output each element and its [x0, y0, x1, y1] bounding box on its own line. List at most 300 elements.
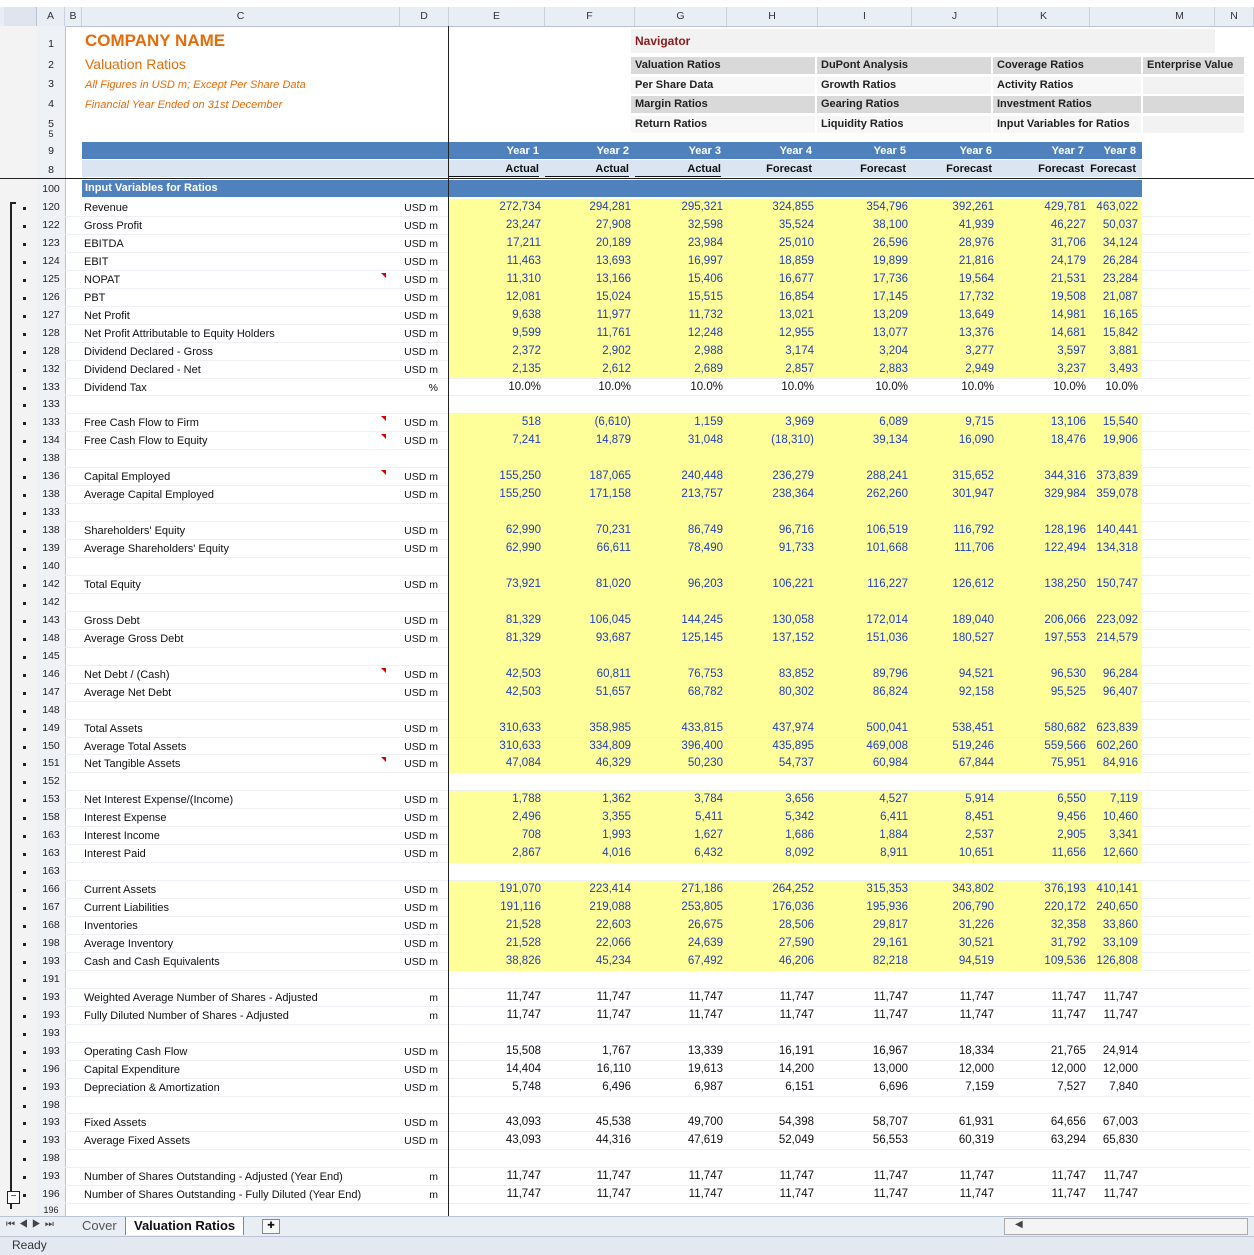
value-cell[interactable]: 14,200 — [778, 1062, 814, 1075]
value-cell[interactable]: 11,747 — [959, 1008, 994, 1021]
value-cell[interactable] — [545, 1025, 635, 1043]
row-num[interactable]: 193 — [42, 954, 60, 967]
value-cell[interactable]: 68,782 — [635, 684, 727, 702]
value-cell[interactable]: 17,736 — [818, 271, 912, 289]
row-unit[interactable]: USD m — [404, 740, 438, 753]
value-cell[interactable]: 14,681 — [998, 325, 1090, 343]
value-cell[interactable] — [449, 648, 545, 666]
value-cell[interactable] — [545, 971, 635, 989]
value-cell[interactable] — [545, 702, 635, 720]
row-num[interactable]: 127 — [42, 308, 60, 321]
value-cell[interactable] — [1090, 773, 1142, 791]
column-header[interactable]: A — [37, 7, 65, 26]
row-label[interactable]: Current Liabilities — [84, 902, 169, 915]
value-cell[interactable]: 101,668 — [818, 540, 912, 558]
value-cell[interactable] — [449, 702, 545, 720]
row-unit[interactable]: m — [429, 1009, 438, 1022]
value-cell[interactable]: 109,536 — [998, 953, 1090, 971]
value-cell[interactable] — [912, 773, 998, 791]
value-cell[interactable]: 12,000 — [1102, 1062, 1138, 1075]
value-cell[interactable] — [449, 971, 545, 989]
value-cell[interactable]: 81,329 — [449, 612, 545, 630]
value-cell[interactable]: 96,530 — [998, 666, 1090, 684]
value-cell[interactable]: 47,619 — [687, 1134, 723, 1147]
value-cell[interactable]: 7,159 — [965, 1080, 994, 1093]
row-label[interactable]: Cash and Cash Equivalents — [84, 955, 220, 968]
row-unit[interactable]: USD m — [404, 345, 438, 358]
value-cell[interactable] — [727, 1150, 818, 1168]
value-cell[interactable] — [912, 1025, 998, 1043]
value-cell[interactable]: 3,881 — [1090, 343, 1142, 361]
row-label[interactable]: PBT — [84, 291, 106, 304]
value-cell[interactable]: 16,191 — [778, 1044, 814, 1057]
row-label[interactable]: Interest Income — [84, 830, 160, 843]
value-cell[interactable]: 151,036 — [818, 630, 912, 648]
nav-link[interactable]: Valuation Ratios — [631, 57, 815, 74]
value-cell[interactable]: 111,706 — [912, 540, 998, 558]
row-unit[interactable]: m — [429, 1189, 438, 1202]
row-unit[interactable]: USD m — [404, 1045, 438, 1058]
value-cell[interactable] — [1090, 396, 1142, 414]
value-cell[interactable] — [818, 971, 912, 989]
value-cell[interactable]: 14,981 — [998, 307, 1090, 325]
value-cell[interactable]: 15,024 — [545, 289, 635, 307]
value-cell[interactable] — [449, 1025, 545, 1043]
value-cell[interactable]: 3,656 — [727, 791, 818, 809]
value-cell[interactable]: 294,281 — [545, 199, 635, 217]
value-cell[interactable]: 50,037 — [1090, 217, 1142, 235]
value-cell[interactable]: 44,316 — [595, 1134, 631, 1147]
value-cell[interactable]: 518 — [449, 414, 545, 432]
comment-indicator-icon[interactable] — [381, 668, 386, 673]
value-cell[interactable]: 130,058 — [727, 612, 818, 630]
value-cell[interactable]: 176,036 — [727, 899, 818, 917]
value-cell[interactable]: 2,867 — [449, 845, 545, 863]
row-num[interactable]: 148 — [42, 703, 60, 716]
value-cell[interactable]: 38,100 — [818, 217, 912, 235]
value-cell[interactable]: 9,638 — [449, 307, 545, 325]
value-cell[interactable]: 31,706 — [998, 235, 1090, 253]
row-label[interactable]: Net Tangible Assets — [84, 758, 181, 771]
value-cell[interactable]: 11,747 — [1051, 1188, 1086, 1201]
column-header[interactable]: K — [998, 7, 1090, 26]
value-cell[interactable]: 1,686 — [727, 827, 818, 845]
value-cell[interactable]: 6,411 — [818, 809, 912, 827]
value-cell[interactable]: 42,503 — [449, 684, 545, 702]
row-num[interactable]: 128 — [42, 344, 60, 357]
row-num[interactable]: 132 — [42, 362, 60, 375]
row-label[interactable]: Shareholders' Equity — [84, 525, 186, 538]
value-cell[interactable]: 11,747 — [779, 1170, 814, 1183]
value-cell[interactable]: 13,376 — [912, 325, 998, 343]
value-cell[interactable]: 126,612 — [912, 576, 998, 594]
value-cell[interactable]: 64,656 — [1050, 1116, 1086, 1129]
value-cell[interactable] — [545, 504, 635, 522]
value-cell[interactable]: 26,284 — [1090, 253, 1142, 271]
value-cell[interactable]: 2,496 — [449, 809, 545, 827]
value-cell[interactable]: 13,166 — [545, 271, 635, 289]
value-cell[interactable]: 138,250 — [998, 576, 1090, 594]
row-unit[interactable]: % — [428, 381, 438, 394]
value-cell[interactable]: 96,407 — [1090, 684, 1142, 702]
value-cell[interactable]: 134,318 — [1090, 540, 1142, 558]
value-cell[interactable]: 623,839 — [1090, 720, 1142, 738]
value-cell[interactable]: 288,241 — [818, 468, 912, 486]
value-cell[interactable]: 206,066 — [998, 612, 1090, 630]
row-unit[interactable]: USD m — [404, 1117, 438, 1130]
row-label[interactable]: Weighted Average Number of Shares - Adjusted — [84, 991, 318, 1004]
value-cell[interactable]: 1,993 — [545, 827, 635, 845]
value-cell[interactable]: 26,675 — [635, 917, 727, 935]
value-cell[interactable]: 11,747 — [506, 1008, 541, 1021]
row-num[interactable]: 136 — [42, 470, 60, 483]
insert-sheet-icon[interactable]: ✚ — [262, 1219, 280, 1234]
value-cell[interactable] — [912, 504, 998, 522]
column-header[interactable]: C — [82, 7, 400, 26]
row-unit[interactable]: USD m — [404, 1135, 438, 1148]
nav-link[interactable]: Coverage Ratios — [993, 57, 1141, 74]
value-cell[interactable]: 82,218 — [818, 953, 912, 971]
value-cell[interactable] — [912, 396, 998, 414]
row-num[interactable]: 138 — [42, 524, 60, 537]
select-all-corner[interactable] — [4, 7, 37, 26]
value-cell[interactable]: 16,165 — [1090, 307, 1142, 325]
value-cell[interactable] — [635, 1150, 727, 1168]
value-cell[interactable]: 25,010 — [727, 235, 818, 253]
value-cell[interactable]: 45,234 — [545, 953, 635, 971]
value-cell[interactable]: 63,294 — [1050, 1134, 1086, 1147]
value-cell[interactable]: 11,747 — [873, 1188, 908, 1201]
nav-link[interactable]: Return Ratios — [631, 116, 815, 133]
value-cell[interactable]: 373,839 — [1090, 468, 1142, 486]
value-cell[interactable] — [818, 702, 912, 720]
row-unit[interactable]: USD m — [404, 812, 438, 825]
row-num[interactable]: 139 — [42, 542, 60, 555]
row-label[interactable]: Gross Profit — [84, 219, 143, 232]
value-cell[interactable]: 33,860 — [1090, 917, 1142, 935]
value-cell[interactable]: 187,065 — [545, 468, 635, 486]
row-label[interactable]: Gross Debt — [84, 614, 140, 627]
value-cell[interactable]: 1,788 — [449, 791, 545, 809]
row-unit[interactable]: m — [429, 991, 438, 1004]
value-cell[interactable]: 3,784 — [635, 791, 727, 809]
value-cell[interactable]: 46,206 — [727, 953, 818, 971]
value-cell[interactable]: 10.0% — [598, 380, 631, 393]
value-cell[interactable]: 15,508 — [505, 1044, 541, 1057]
row-label[interactable]: Net Interest Expense/(Income) — [84, 794, 234, 807]
value-cell[interactable] — [912, 1150, 998, 1168]
value-cell[interactable]: 13,693 — [545, 253, 635, 271]
value-cell[interactable]: 137,152 — [727, 630, 818, 648]
value-cell[interactable]: 46,329 — [545, 755, 635, 773]
value-cell[interactable]: 81,329 — [449, 630, 545, 648]
value-cell[interactable]: 195,936 — [818, 899, 912, 917]
value-cell[interactable]: 15,515 — [635, 289, 727, 307]
value-cell[interactable]: 253,805 — [635, 899, 727, 917]
value-cell[interactable]: 31,792 — [998, 935, 1090, 953]
row-label[interactable]: Free Cash Flow to Equity — [84, 435, 208, 448]
row-label[interactable]: Average Total Assets — [84, 740, 187, 753]
value-cell[interactable]: 197,553 — [998, 630, 1090, 648]
value-cell[interactable]: 17,145 — [818, 289, 912, 307]
value-cell[interactable]: 11,747 — [1051, 1170, 1086, 1183]
row-num[interactable]: 193 — [42, 1116, 60, 1129]
value-cell[interactable] — [912, 702, 998, 720]
value-cell[interactable]: 23,247 — [449, 217, 545, 235]
value-cell[interactable]: 21,087 — [1090, 289, 1142, 307]
value-cell[interactable]: 61,931 — [958, 1116, 994, 1129]
value-cell[interactable]: 11,747 — [506, 990, 541, 1003]
value-cell[interactable]: 519,246 — [912, 738, 998, 756]
value-cell[interactable]: 17,211 — [449, 235, 545, 253]
row-num[interactable]: 193 — [42, 1026, 60, 1039]
value-cell[interactable]: 94,519 — [912, 953, 998, 971]
value-cell[interactable]: 396,400 — [635, 738, 727, 756]
row-num[interactable]: 153 — [42, 793, 60, 806]
value-cell[interactable]: 67,844 — [912, 755, 998, 773]
row-num[interactable]: 148 — [42, 631, 60, 644]
value-cell[interactable] — [449, 863, 545, 881]
value-cell[interactable] — [545, 396, 635, 414]
value-cell[interactable] — [727, 504, 818, 522]
row-unit[interactable]: USD m — [404, 255, 438, 268]
value-cell[interactable]: 1,159 — [635, 414, 727, 432]
row-num[interactable]: 193 — [42, 1170, 60, 1183]
value-cell[interactable]: 41,939 — [912, 217, 998, 235]
value-cell[interactable]: 28,976 — [912, 235, 998, 253]
row-label[interactable]: Average Net Debt — [84, 686, 172, 699]
value-cell[interactable]: 42,503 — [449, 666, 545, 684]
value-cell[interactable] — [545, 1097, 635, 1115]
value-cell[interactable] — [727, 558, 818, 576]
value-cell[interactable]: 189,040 — [912, 612, 998, 630]
value-cell[interactable]: 11,977 — [545, 307, 635, 325]
value-cell[interactable]: 32,598 — [635, 217, 727, 235]
value-cell[interactable]: 66,611 — [545, 540, 635, 558]
row-num[interactable]: 149 — [42, 721, 60, 734]
value-cell[interactable]: 89,796 — [818, 666, 912, 684]
column-header[interactable]: F — [545, 7, 635, 26]
row-unit[interactable]: USD m — [404, 830, 438, 843]
value-cell[interactable]: 81,020 — [545, 576, 635, 594]
value-cell[interactable] — [635, 648, 727, 666]
row-num[interactable]: 138 — [42, 488, 60, 501]
value-cell[interactable] — [912, 648, 998, 666]
value-cell[interactable]: 7,241 — [449, 432, 545, 450]
value-cell[interactable]: 22,066 — [545, 935, 635, 953]
value-cell[interactable]: 3,204 — [818, 343, 912, 361]
value-cell[interactable]: 11,747 — [959, 990, 994, 1003]
value-cell[interactable]: 76,753 — [635, 666, 727, 684]
value-cell[interactable]: 58,707 — [872, 1116, 908, 1129]
row-num[interactable]: 163 — [42, 829, 60, 842]
value-cell[interactable]: 60,319 — [958, 1134, 994, 1147]
row-label[interactable]: Free Cash Flow to Firm — [84, 417, 199, 430]
value-cell[interactable]: 359,078 — [1090, 486, 1142, 504]
value-cell[interactable]: 67,492 — [635, 953, 727, 971]
row-unit[interactable]: USD m — [404, 1063, 438, 1076]
value-cell[interactable]: 15,842 — [1090, 325, 1142, 343]
value-cell[interactable] — [449, 1097, 545, 1115]
row-num[interactable]: 133 — [42, 416, 60, 429]
value-cell[interactable]: 11,747 — [1103, 990, 1138, 1003]
value-cell[interactable]: 33,109 — [1090, 935, 1142, 953]
value-cell[interactable]: 67,003 — [1102, 1116, 1138, 1129]
value-cell[interactable]: 27,908 — [545, 217, 635, 235]
row-label[interactable]: Average Shareholders' Equity — [84, 543, 229, 556]
tab-cover[interactable]: Cover — [74, 1217, 126, 1235]
value-cell[interactable]: 75,951 — [998, 755, 1090, 773]
row-unit[interactable]: USD m — [404, 848, 438, 861]
value-cell[interactable] — [818, 396, 912, 414]
value-cell[interactable] — [545, 863, 635, 881]
nav-link[interactable]: Growth Ratios — [817, 77, 991, 94]
row-unit[interactable]: USD m — [404, 489, 438, 502]
value-cell[interactable]: 435,895 — [727, 738, 818, 756]
value-cell[interactable] — [449, 558, 545, 576]
scroll-left-icon[interactable]: ◀ — [1015, 1219, 1023, 1230]
column-header[interactable]: J — [912, 7, 998, 26]
value-cell[interactable]: 19,906 — [1090, 432, 1142, 450]
row-num[interactable]: 142 — [42, 595, 60, 608]
value-cell[interactable]: 10,460 — [1090, 809, 1142, 827]
value-cell[interactable]: 11,747 — [596, 1188, 631, 1201]
value-cell[interactable]: 125,145 — [635, 630, 727, 648]
value-cell[interactable]: 16,110 — [596, 1062, 631, 1075]
row-label[interactable]: Capital Expenditure — [84, 1063, 181, 1076]
row-num[interactable]: 198 — [42, 936, 60, 949]
row-unit[interactable]: USD m — [404, 237, 438, 250]
value-cell[interactable] — [818, 773, 912, 791]
value-cell[interactable]: 19,564 — [912, 271, 998, 289]
comment-indicator-icon[interactable] — [381, 757, 386, 762]
row-num[interactable]: 193 — [42, 1080, 60, 1093]
value-cell[interactable]: 6,496 — [602, 1080, 631, 1093]
value-cell[interactable]: 500,041 — [818, 720, 912, 738]
value-cell[interactable]: 9,456 — [998, 809, 1090, 827]
value-cell[interactable]: 1,767 — [602, 1044, 631, 1057]
value-cell[interactable]: 206,790 — [912, 899, 998, 917]
nav-link[interactable]: Per Share Data — [631, 77, 815, 94]
row-num[interactable]: 138 — [42, 452, 60, 465]
value-cell[interactable] — [545, 558, 635, 576]
value-cell[interactable] — [1090, 971, 1142, 989]
value-cell[interactable]: 11,747 — [688, 1188, 723, 1201]
nav-link[interactable]: Liquidity Ratios — [817, 116, 991, 133]
value-cell[interactable] — [818, 1097, 912, 1115]
value-cell[interactable] — [998, 1097, 1090, 1115]
value-cell[interactable]: 52,049 — [778, 1134, 814, 1147]
value-cell[interactable]: 11,747 — [959, 1170, 994, 1183]
value-cell[interactable] — [1090, 1150, 1142, 1168]
value-cell[interactable]: 538,451 — [912, 720, 998, 738]
value-cell[interactable] — [912, 558, 998, 576]
value-cell[interactable]: 86,749 — [635, 522, 727, 540]
value-cell[interactable]: 60,984 — [818, 755, 912, 773]
value-cell[interactable]: 262,260 — [818, 486, 912, 504]
value-cell[interactable] — [727, 1097, 818, 1115]
value-cell[interactable]: 11,747 — [688, 990, 723, 1003]
value-cell[interactable]: 12,081 — [449, 289, 545, 307]
value-cell[interactable]: 2,135 — [449, 361, 545, 379]
row-num[interactable]: 143 — [42, 613, 60, 626]
value-cell[interactable] — [727, 773, 818, 791]
value-cell[interactable]: 2,905 — [998, 827, 1090, 845]
value-cell[interactable]: 7,527 — [1057, 1080, 1086, 1093]
value-cell[interactable]: 126,808 — [1090, 953, 1142, 971]
row-num[interactable]: 196 — [42, 1188, 60, 1201]
value-cell[interactable]: 9,599 — [449, 325, 545, 343]
value-cell[interactable]: 11,747 — [779, 1188, 814, 1201]
value-cell[interactable]: 94,521 — [912, 666, 998, 684]
column-header[interactable]: M — [1145, 7, 1215, 26]
value-cell[interactable] — [635, 1097, 727, 1115]
value-cell[interactable] — [635, 773, 727, 791]
row-label[interactable]: Net Profit Attributable to Equity Holders — [84, 327, 275, 340]
value-cell[interactable]: 8,911 — [818, 845, 912, 863]
row-unit[interactable]: USD m — [404, 525, 438, 538]
value-cell[interactable]: 16,854 — [727, 289, 818, 307]
value-cell[interactable]: 96,203 — [635, 576, 727, 594]
value-cell[interactable]: 344,316 — [998, 468, 1090, 486]
value-cell[interactable] — [1090, 594, 1142, 612]
row-label[interactable]: Dividend Tax — [84, 381, 147, 394]
row-num[interactable]: 193 — [42, 990, 60, 1003]
comment-indicator-icon[interactable] — [381, 416, 386, 421]
value-cell[interactable] — [912, 863, 998, 881]
row-label[interactable]: EBITDA — [84, 237, 124, 250]
value-cell[interactable]: 240,650 — [1090, 899, 1142, 917]
value-cell[interactable]: 11,747 — [596, 990, 631, 1003]
value-cell[interactable]: 73,921 — [449, 576, 545, 594]
value-cell[interactable]: 116,227 — [818, 576, 912, 594]
value-cell[interactable]: 91,733 — [727, 540, 818, 558]
value-cell[interactable]: 6,089 — [818, 414, 912, 432]
value-cell[interactable] — [818, 450, 912, 468]
row-unit[interactable]: USD m — [404, 363, 438, 376]
value-cell[interactable]: 334,809 — [545, 738, 635, 756]
value-cell[interactable]: 6,987 — [694, 1080, 723, 1093]
row-num[interactable]: 198 — [42, 1098, 60, 1111]
value-cell[interactable]: 6,432 — [635, 845, 727, 863]
value-cell[interactable]: 191,116 — [449, 899, 545, 917]
value-cell[interactable]: 15,406 — [635, 271, 727, 289]
value-cell[interactable] — [1090, 450, 1142, 468]
value-cell[interactable] — [635, 558, 727, 576]
row-num[interactable]: 142 — [42, 577, 60, 590]
value-cell[interactable]: 11,732 — [635, 307, 727, 325]
value-cell[interactable] — [449, 504, 545, 522]
value-cell[interactable]: 38,826 — [449, 953, 545, 971]
value-cell[interactable]: 410,141 — [1090, 881, 1142, 899]
value-cell[interactable] — [1090, 863, 1142, 881]
column-header[interactable]: D — [400, 7, 449, 26]
nav-link[interactable]: Margin Ratios — [631, 96, 815, 113]
row-unit[interactable]: USD m — [404, 722, 438, 735]
value-cell[interactable]: 358,985 — [545, 720, 635, 738]
value-cell[interactable]: 264,252 — [727, 881, 818, 899]
value-cell[interactable]: 150,747 — [1090, 576, 1142, 594]
value-cell[interactable]: 11,747 — [688, 1008, 723, 1021]
row-unit[interactable]: USD m — [404, 668, 438, 681]
value-cell[interactable]: 56,553 — [872, 1134, 908, 1147]
value-cell[interactable]: 43,093 — [505, 1134, 541, 1147]
value-cell[interactable]: 26,596 — [818, 235, 912, 253]
value-cell[interactable]: 22,603 — [545, 917, 635, 935]
value-cell[interactable]: 315,353 — [818, 881, 912, 899]
row-label[interactable]: Depreciation & Amortization — [84, 1081, 220, 1094]
row-label[interactable]: Capital Employed — [84, 471, 171, 484]
